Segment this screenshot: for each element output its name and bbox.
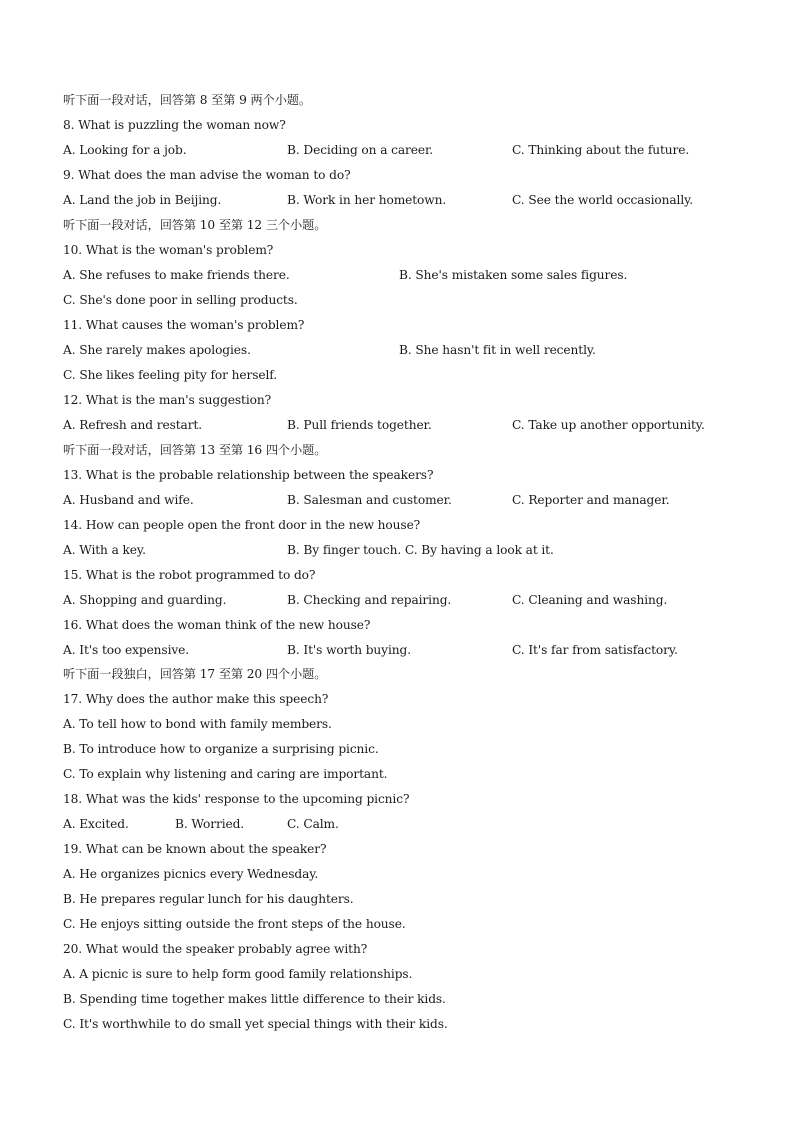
question-stem: 20. What would the speaker probably agree with? <box>63 942 368 956</box>
option-a: A. He organizes picnics every Wednesday. <box>63 867 319 881</box>
option-a: A. It's too expensive. <box>63 643 190 657</box>
option-b: B. She hasn't fit in well recently. <box>399 343 596 357</box>
option-b: B. Checking and repairing. <box>287 593 452 607</box>
question-stem: 14. How can people open the front door in the new house? <box>63 518 421 532</box>
question-stem: 9. What does the man advise the woman to do? <box>63 168 351 182</box>
option-b: B. Pull friends together. <box>287 418 432 432</box>
option-b: B. Work in her hometown. <box>287 193 447 207</box>
option-b: B. Worried. <box>175 817 245 831</box>
question-stem: 18. What was the kids' response to the upcoming picnic? <box>63 792 410 806</box>
section-instruction: 听下面一段对话，回答第 13 至第 16 四个小题。 <box>63 443 327 457</box>
option-c: C. Reporter and manager. <box>512 493 670 507</box>
option-c: C. She likes feeling pity for herself. <box>63 368 278 382</box>
option-a: A. She refuses to make friends there. <box>63 268 290 282</box>
question-stem: 11. What causes the woman's problem? <box>63 318 305 332</box>
option-c: C. He enjoys sitting outside the front steps of the house. <box>63 917 406 931</box>
question-stem: 19. What can be known about the speaker? <box>63 842 327 856</box>
option-a: A. With a key. <box>63 543 146 557</box>
option-a: A. Husband and wife. <box>63 493 194 507</box>
option-b-and-c: B. By finger touch. C. By having a look at it. <box>287 543 554 557</box>
section-instruction: 听下面一段对话，回答第 10 至第 12 三个小题。 <box>63 218 327 232</box>
option-b: B. Salesman and customer. <box>287 493 452 507</box>
section-instruction: 听下面一段独白，回答第 17 至第 20 四个小题。 <box>63 667 327 681</box>
option-b: B. He prepares regular lunch for his daughters. <box>63 892 354 906</box>
question-stem: 12. What is the man's suggestion? <box>63 393 272 407</box>
question-stem: 10. What is the woman's problem? <box>63 243 274 257</box>
option-a: A. To tell how to bond with family members. <box>63 717 332 731</box>
question-stem: 8. What is puzzling the woman now? <box>63 118 286 132</box>
option-b: B. Spending time together makes little difference to their kids. <box>63 992 446 1006</box>
option-c: C. To explain why listening and caring are important. <box>63 767 388 781</box>
option-c: C. Cleaning and washing. <box>512 593 668 607</box>
option-c: C. She's done poor in selling products. <box>63 293 298 307</box>
option-a: A. Refresh and restart. <box>63 418 203 432</box>
option-b: B. It's worth buying. <box>287 643 411 657</box>
option-c: C. See the world occasionally. <box>512 193 694 207</box>
option-a: A. Shopping and guarding. <box>63 593 227 607</box>
question-stem: 13. What is the probable relationship between the speakers? <box>63 468 434 482</box>
section-instruction: 听下面一段对话，回答第 8 至第 9 两个小题。 <box>63 93 311 107</box>
option-b: B. Deciding on a career. <box>287 143 434 157</box>
option-c: C. It's far from satisfactory. <box>512 643 678 657</box>
option-c: C. Take up another opportunity. <box>512 418 705 432</box>
option-a: A. Looking for a job. <box>63 143 187 157</box>
option-b: B. She's mistaken some sales figures. <box>399 268 628 282</box>
question-stem: 15. What is the robot programmed to do? <box>63 568 316 582</box>
question-stem: 16. What does the woman think of the new house? <box>63 618 371 632</box>
option-a: A. Excited. <box>63 817 129 831</box>
option-a: A. She rarely makes apologies. <box>63 343 251 357</box>
option-a: A. A picnic is sure to help form good family relationships. <box>63 967 413 981</box>
option-a: A. Land the job in Beijing. <box>63 193 222 207</box>
option-c: C. It's worthwhile to do small yet special things with their kids. <box>63 1017 448 1031</box>
option-b: B. To introduce how to organize a surprising picnic. <box>63 742 379 756</box>
option-c: C. Thinking about the future. <box>512 143 690 157</box>
question-stem: 17. Why does the author make this speech? <box>63 692 329 706</box>
option-c: C. Calm. <box>287 817 339 831</box>
